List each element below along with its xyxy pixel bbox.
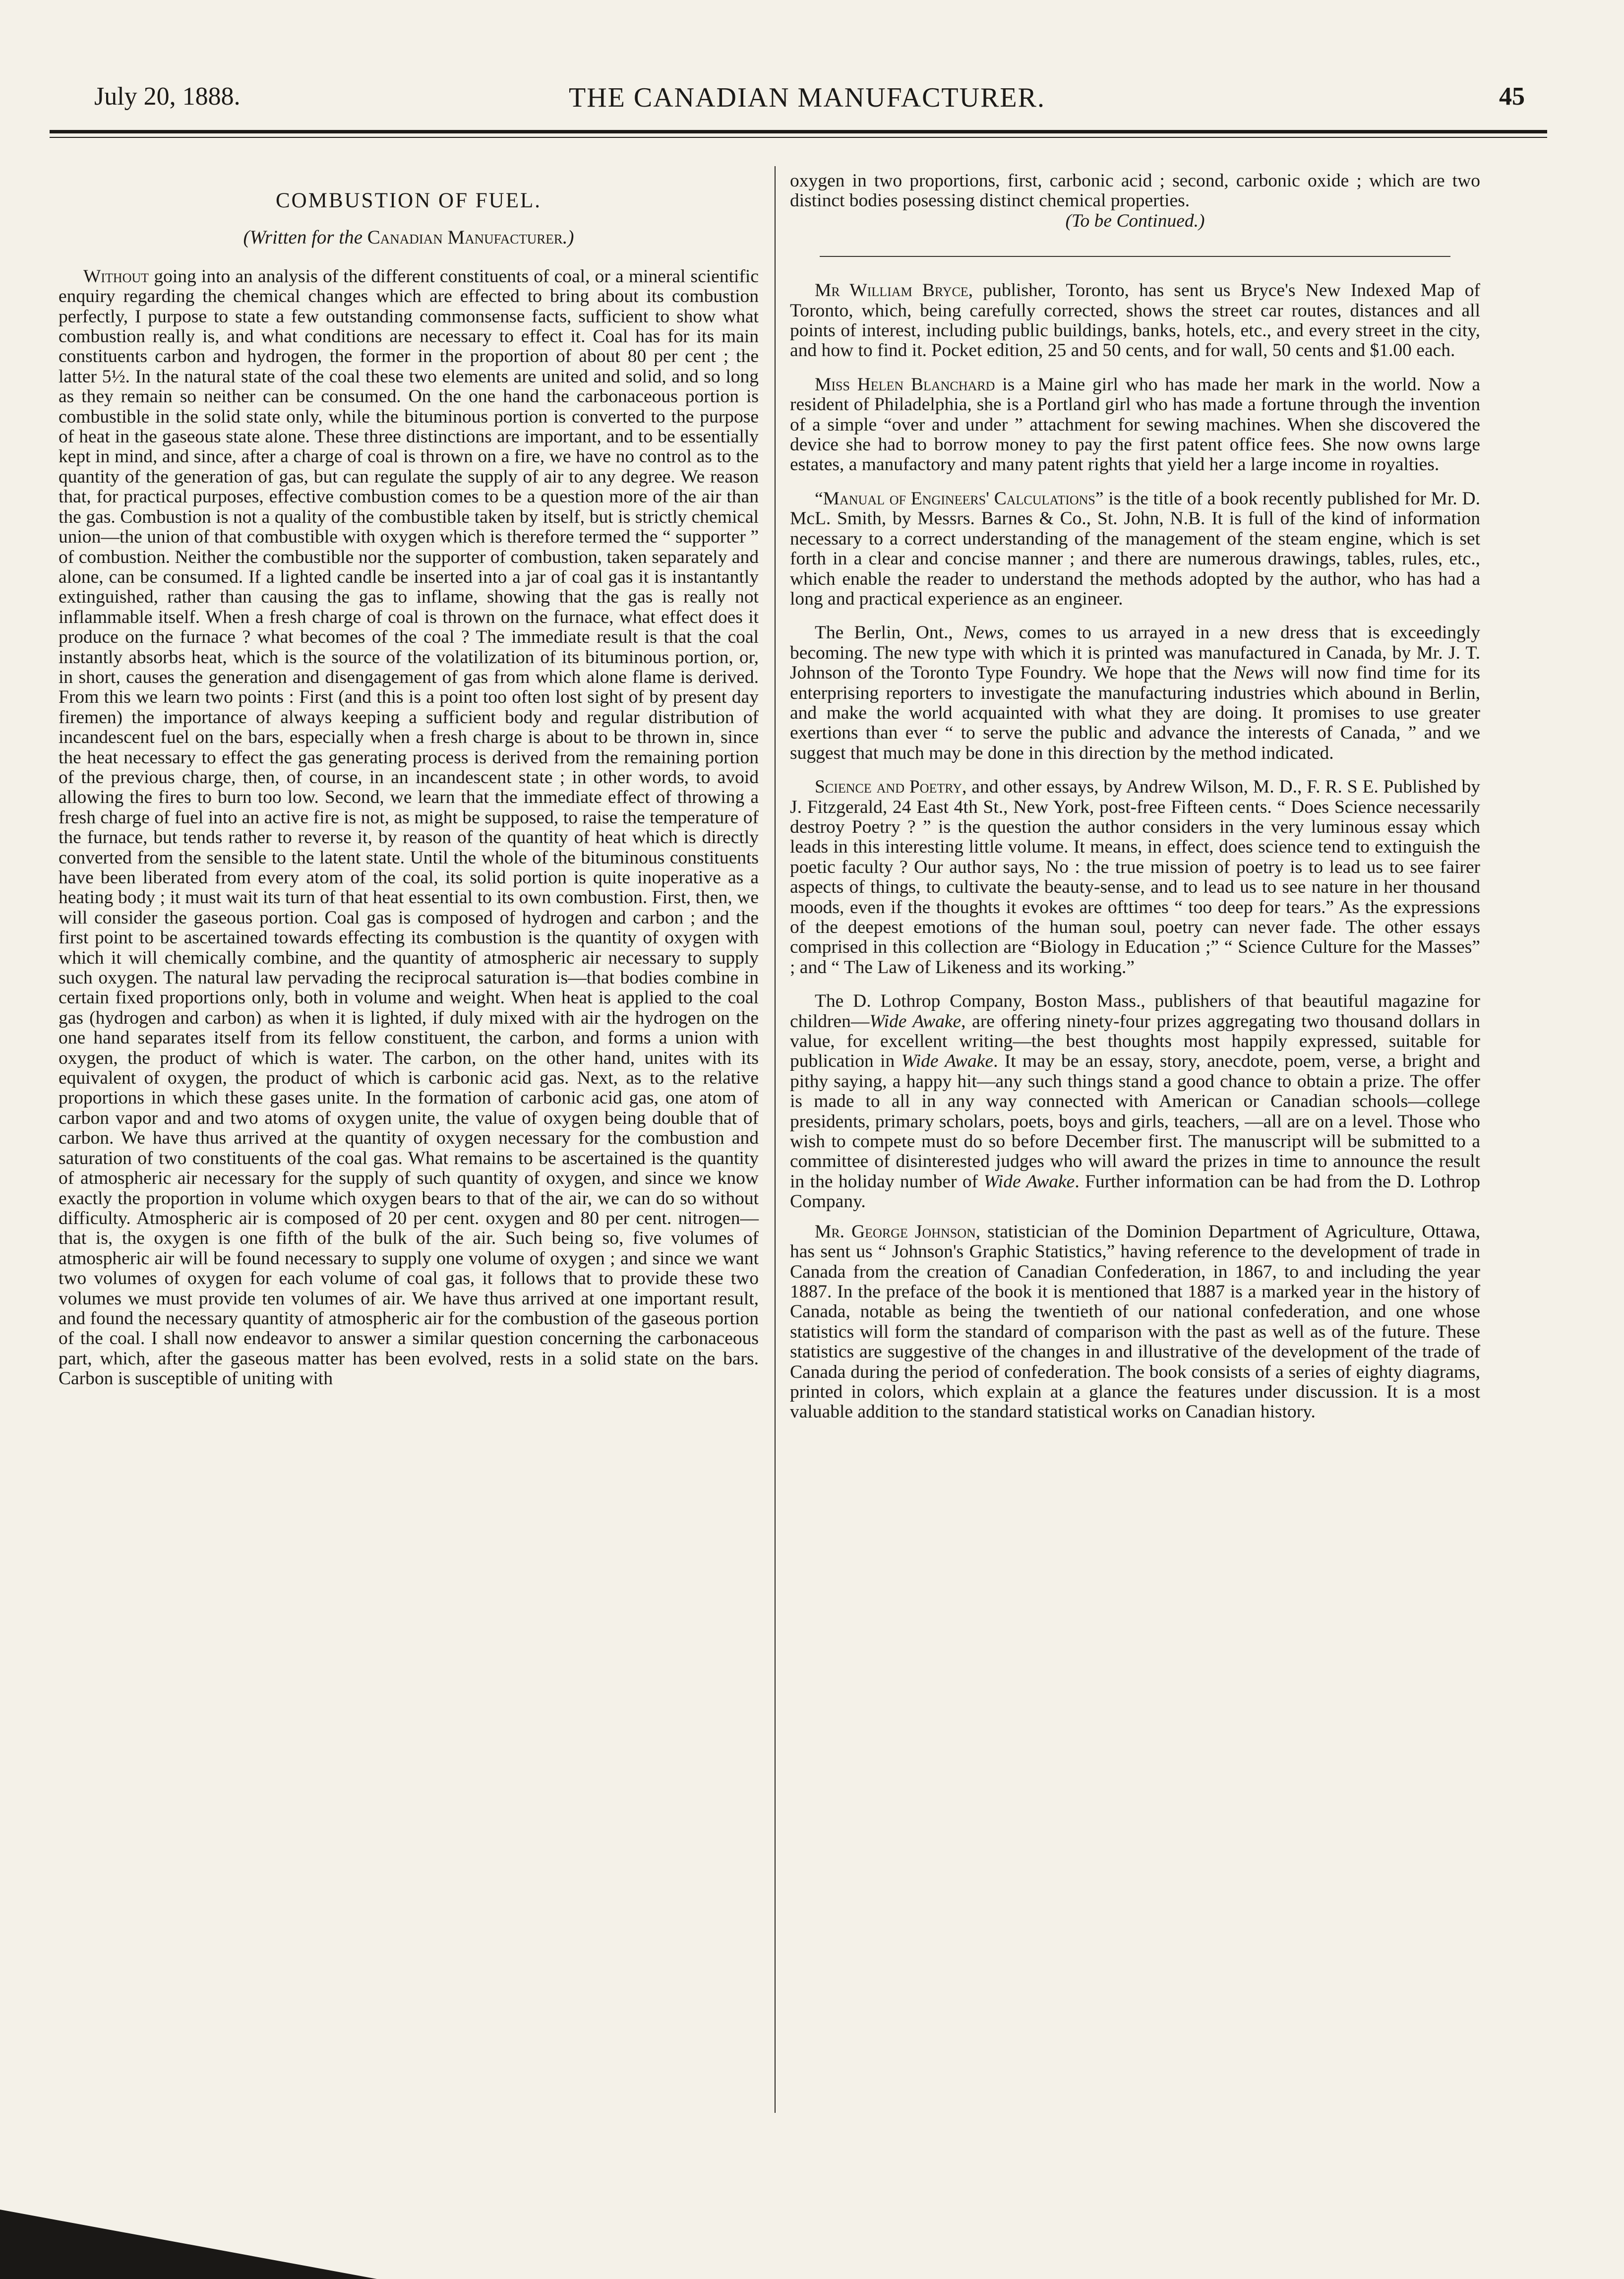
subtitle-publication: Canadian Manufacturer [367, 227, 563, 248]
notice-bryce [790, 281, 1480, 361]
article-body-text: going into an analysis of the different constituents of coal, or a mineral scientific enquiry regarding the chemical changes which are effected to bring about its combustion perfectly, I purpose to state a few outstanding commonsense facts, sufficient to show what combustion really is, and what conditions are necessary to effect it. Coal has for its main constituents carbon and hydrogen, the former in the proportion of about 80 per cent ; the latter 5½. In the natural state of the coal these two elements are united and solid, and so long as they remain so neither can be consumed. On the one hand the carbonaceous portion is combustible in the solid state only, while the bituminous portion is converted to the purpose of heat in the gaseous state alone. These three distinctions are important, and to be essentially kept in mind, and since, after a charge of coal is thrown on a fire, we have no control as to the quantity of the generation of gas, but can regulate the supply of air to any degree. We reason that, for practical purposes, effective combustion comes to be a question more of the air than the gas. Combustion is not a quality of the combustible taken by itself, but is strictly chemical union—the union of that combustible with oxygen which is therefore termed the “ supporter ” of combustion. Neither the combustible nor the supporter of combustion, taken separately and alone, can be consumed. If a lighted candle be inserted into a jar of coal gas it is instantantly extinguished, rather than causing the gas to inflame, showing that the gas is really not inflammable itself. When a fresh charge of coal is thrown on the furnace, what effect does it produce on the furnace ? what becomes of the coal ? The immediate result is that the coal instantly absorbs heat, which is the source of the volatilization of its bituminous portion, or, in short, causes the generation and disengagement of gas from which alone flame is derived. From this we learn two points : First (and this is a point too often lost sight of by present day firemen) the importance of always keeping a sufficient body and regular distribution of incandescent fuel on the bars, especially when a fresh charge is about to be thrown in, since the heat necessary to effect the gas generating process is derived from the remaining portion of the previous charge, then, of course, in an incandescent state ; in other words, to avoid allowing the fires to burn too low. Second, we learn that the immediate effect of throwing a fresh charge of fuel into an active fire is not, as might be supposed, to raise the temperature of the furnace, but tends rather to reverse it, by reason of the quantity of heat which is directly converted from the sensible to the latent state. Until the whole of the bituminous constituents have been liberated from every atom of the coal, its solid portion is quite inoperative as a heating body ; it must wait its turn of that heat essential to its own combustion. First, then, we will consider the gaseous portion. Coal gas is composed of hydrogen and carbon ; and the first point to be ascertained towards effecting its combustion is the quantity of oxygen with which it will chemically combine, and the quantity of atmospheric air necessary to supply such oxygen. The natural law pervading the reciprocal saturation is—that bodies combine in certain fixed proportions only, both in volume and weight. When heat is applied to the coal gas (hydrogen and carbon) as when it is lighted, if duly mixed with air the hydrogen on the one hand separates itself from its fellow constituent, the carbon, and forms a union with oxygen, the product of which is water. The carbon, on the other hand, unites with its equivalent of oxygen, the product of which is carbonic acid gas. Next, as to the relative proportions in which these gases unite. In the formation of carbonic acid gas, one atom of carbon vapor and and two atoms of oxygen unite, the value of oxygen being double that of carbon. We have thus arrived at the quantity of oxygen necessary for the combustion and saturation of two constituents of the coal gas. What remains to be ascertained is the quantity of atmospheric air necessary for the supply of such quantity of oxygen, and since we know exactly the proportion in volume which oxygen bears to that of the air, we can do so without difficulty. Atmospheric air is composed of 20 per cent. oxygen and 80 per cent. nitrogen—that is, the oxygen is one fifth of the bulk of the air. Such being so, five volumes of atmospheric air will be found necessary to supply one volume of oxygen ; and since we want two volumes of oxygen for each volume of coal gas, it follows that to provide these two volumes we must provide ten volumes of air. We have thus arrived at one important result, and found the necessary quantity of atmospheric air for the combustion of the gaseous portion of the coal. I shall now endeavor to answer a similar question concerning the carbonaceous part, which, after the gaseous matter has been evolved, rests in a solid state on the bars. Carbon is susceptible of uniting with [59, 266, 759, 1389]
article-body [59, 267, 759, 1389]
notice-engineers-manual [790, 489, 1480, 609]
notice-berlin-news [790, 623, 1480, 763]
text-run: The D. Lothrop Company, Boston Mass., publishers of that beautiful magazine for children— [790, 991, 1480, 1032]
right-column [790, 171, 1480, 1422]
header-rule-thick [50, 130, 1547, 133]
text-run: will now find time for its enterprising reporters to investigate the manufacturing industries which abound in Berlin, and make the world acquainted with what they are doing. It promises to use greater exertions than ever “ to serve the public and advance the interests of Canada, ” and we suggest that much may be done in this direction by the method indicated. [790, 663, 1480, 763]
spacer [790, 1212, 1480, 1222]
article-title: COMBUSTION OF FUEL. [275, 189, 542, 212]
header-rule-thin [50, 137, 1547, 138]
notice-blanchard [790, 375, 1480, 475]
publication-name: Wide Awake [983, 1171, 1075, 1192]
notice-text: , and other essays, by Andrew Wilson, M. D., F. R. S E. Published by J. Fitzgerald, 24 East 4th St., New York, post-free Fifteen cents. “ Does Science necessarily destroy Poetry ? ” is the question the author considers in the very luminous essay which leads in this interesting little volume. It means, in effect, does science tend to extinguish the poetic faculty ? Our author says, No : the true mission of poetry is to lead us to see fairer aspects of things, to cultivate the beauty-sense, and to lead us to see nature in her thousand moods, even if the thoughts it evokes are ofttimes “ too deep for tears.” As the expressions of the deepest emotions of the human soul, poetry can never fade. The other essays comprised in this collection are “Biology in Education ;” “ Science Culture for the Masses” ; and “ The Law of Likeness and its working.” [790, 777, 1480, 978]
spacer [790, 361, 1480, 375]
text-run: . It may be an essay, story, anecdote, poem, verse, a bright and pithy saying, a happy hit—any such things stand a good chance to obtain a prize. The offer is made to all in any way connected with American or Canadian schools—college presidents, primary scholars, poets, boys and girls, teachers, —all are on a level. Those who wish to compete must do so before December first. The manuscript will be submitted to a committee of disinterested judges who will award the prizes in time to announce the result in the holiday number of [790, 1051, 1480, 1192]
notice-text: is the title of a book recently published for Mr. D. McL. Smith, by Messrs. Barnes & Co., St. John, N.B. It is full of the kind of information necessary to a correct understanding of the management of the steam engine, which is set forth in a clear and concise manner ; and there are numerous drawings, tables, rules, etc., which enable the reader to understand the methods adopted by the author, who has had a long and practical experience as an engineer. [790, 488, 1480, 609]
publication-name: News [963, 622, 1004, 643]
masthead-title: THE CANADIAN MANUFACTURER. [569, 82, 1045, 113]
column-divider [775, 166, 776, 2113]
publication-name: Wide Awake [869, 1011, 962, 1032]
notice-science-poetry [790, 777, 1480, 978]
text-run: The Berlin, Ont., [815, 622, 963, 643]
article-lead-word: Without [83, 266, 149, 287]
spacer [790, 609, 1480, 623]
text-run: , are offering ninety-four prizes aggregating two thousand dollars in value, for excellent writing—the best thoughts most happily expressed, suitable for publication in [790, 1011, 1480, 1072]
notice-lead: Miss Helen Blanchard [815, 374, 995, 395]
spacer [790, 763, 1480, 777]
notice-text: , statistician of the Dominion Department of Agriculture, Ottawa, has sent us “ Johnson's Graphic Statistics,” having reference to the development of trade in Canada from the creation of Canadian Confederation, in 1867, to and including the year 1887. In the preface of the book it is mentioned that 1887 is a marked year in the history of Canada, notable as being the twentieth of our national confederation, and one whose statistics will form the standard of comparison with the past as well as of the future. These statistics are suggestive of the changes in and illustrative of the development of the trade of Canada during the period of confederation. The book consists of a series of eighty diagrams, printed in colors, which explain at a glance the features under discussion. It is a most valuable addition to the standard statistical works on Canadian history. [790, 1221, 1480, 1422]
page-header [79, 82, 1535, 122]
notice-text: , publisher, Toronto, has sent us Bryce's New Indexed Map of Toronto, which, being carefully corrected, shows the street car routes, distances and all points of interest, including public buildings, banks, hotels, etc., and every street in the city, and how to find it. Pocket edition, 25 and 50 cents, and for wall, 50 cents and $1.00 each. [790, 280, 1480, 361]
subtitle-prefix: (Written for the [243, 227, 367, 248]
page-number: 45 [1499, 82, 1525, 111]
scan-edge-shadow [0, 2210, 377, 2279]
notice-lead: Mr. George Johnson [815, 1221, 976, 1242]
subtitle-suffix: .) [562, 227, 574, 248]
notice-lead: Mr William Bryce [815, 280, 968, 301]
text-run: . Further information can be had from the D. Lothrop Company. [790, 1171, 1480, 1212]
spacer [790, 978, 1480, 991]
article-subtitle [59, 228, 759, 247]
publication-name: Wide Awake [901, 1051, 994, 1072]
section-separator [820, 256, 1450, 257]
notice-text: is a Maine girl who has made her mark in the world. Now a resident of Philadelphia, she is a Portland girl who has made a fortune through the invention of a simple “over and under ” attachment for sewing machines. When she discovered the device she had to borrow money to pay the first patent office fees. She now owns large estates, a manufactory and many patent rights that yield her a large income in royalties. [790, 374, 1480, 475]
article-continuation: oxygen in two proportions, first, carbonic acid ; second, carbonic oxide ; which are two distinct bodies posessing distinct chemical properties. [790, 171, 1480, 211]
notice-lead: “Manual of Engineers' Calculations” [815, 488, 1104, 509]
left-column [59, 171, 759, 1389]
spacer [790, 475, 1480, 489]
publication-name: News [1233, 663, 1274, 683]
text-run: , comes to us arrayed in a new dress that is exceedingly becoming. The new type with which it is printed was manufactured in Canada, by Mr. J. T. Johnson of the Toronto Type Foundry. We hope that the [790, 622, 1480, 683]
issue-date: July 20, 1888. [94, 82, 241, 111]
to-be-continued: (To be Continued.) [1065, 210, 1205, 231]
notice-johnson [790, 1222, 1480, 1422]
notice-lead: Science and Poetry [815, 777, 962, 798]
notice-lothrop [790, 991, 1480, 1212]
